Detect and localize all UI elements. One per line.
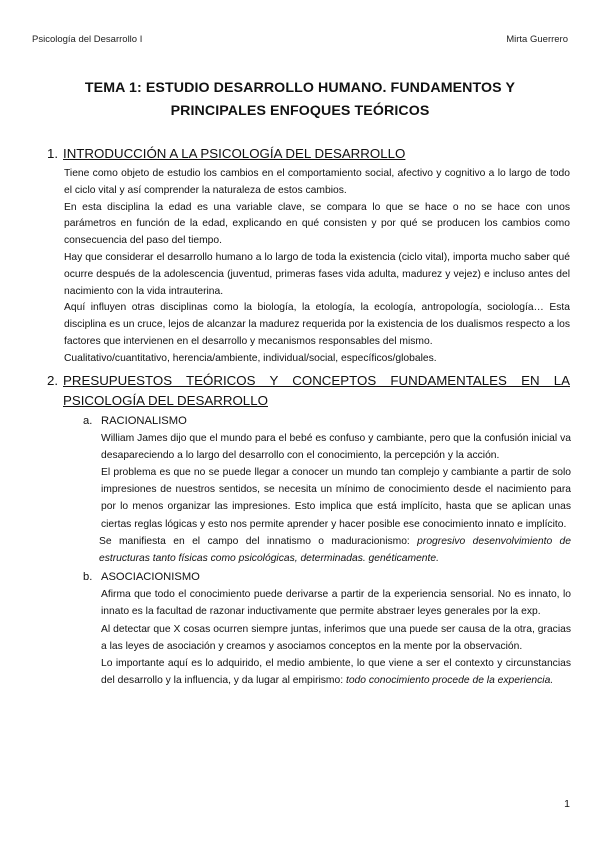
paragraph: Hay que considerar el desarrollo humano a lo largo de toda la existencia (ciclo vital), importa mucho saber qué ocurre después de la adolescencia (juventud, primeras fases vida adulta, madurez y vejez) e incluso antes del nacimiento con la vida intrauterina. [64,251,570,297]
page-number: 1 [564,798,570,810]
paragraph: Afirma que todo el conocimiento puede derivarse a partir de la experiencia sensorial. No es innato, lo innato es la facultad de razonar inductivamente que permite abstraer leyes generales por la exp. [101,589,571,618]
subsection-title: ASOCIACIONISMO [101,571,200,584]
running-header-left: Psicología del Desarrollo I [32,34,143,45]
section-title-line-2: PSICOLOGÍA DEL DESARROLLO [63,392,268,408]
section-title-line-1: PRESUPUESTOS TEÓRICOS Y CONCEPTOS FUNDAMENTALES EN LA [63,372,570,388]
subsection-letter: a. [83,414,93,427]
paragraph: William James dijo que el mundo para el bebé es confuso y cambiante, pero que la confusión inicial va desapareciendo a lo largo del desarrollo con el conocimiento, la percepción y la acción. [101,432,571,461]
paragraph: El problema es que no se puede llegar a conocer un mundo tan complejo y cambiante a partir de solo impresiones de nuestros sentidos, se necesita un mínimo de conocimiento desde el nacimiento para por lo menos organizar las impresiones. Esto implica que está implícito, hasta que se aplican unas ciertas reglas lógicas y esto nos permite aprender y hacer posible ese conocimiento innato e implícito. [101,466,571,530]
paragraph: Al detectar que X cosas ocurren siempre juntas, inferimos que una puede ser causa de la otra, gracias a las leyes de asociación y creamos y asociamos conceptos en la mente por la observación. [101,623,571,652]
title-line-2: PRINCIPALES ENFOQUES TEÓRICOS [170,103,430,119]
subsection-letter: b. [83,571,93,584]
subsection-title: RACIONALISMO [101,414,187,427]
paragraph: Cualitativo/cuantitativo, herencia/ambiente, individual/social, específicos/globales. [64,352,437,364]
section-number: 2. [47,372,59,388]
document-title [40,77,560,123]
section-number: 1. [47,146,59,161]
subsection-b-heading [0,568,600,586]
paragraph: En esta disciplina la edad es una variable clave, se compara lo que se hace o no se hace con unos parámetros en función de la edad, explicando en qué consisten y por qué se producen los cambios como consecuencia del paso del tiempo. [64,201,570,247]
paragraph: Tiene como objeto de estudio los cambios en el comportamiento social, afectivo y cognitivo a lo largo de todo el ciclo vital y así comprender la naturaleza de estos cambios. [64,168,570,196]
subsection-a-heading [0,412,600,430]
title-line-1: TEMA 1: ESTUDIO DESARROLLO HUMANO. FUNDAMENTOS Y [84,80,516,96]
section-title: INTRODUCCIÓN A LA PSICOLOGÍA DEL DESARROLLO [63,146,406,161]
paragraph: Se manifiesta en el campo del innatismo o maduracionismo: progresivo desenvolvimiento de estructuras tanto físicas como psicológicas, determinadas. genéticamente. [99,535,571,564]
running-header-right: Mirta Guerrero [506,34,568,45]
paragraph: Lo importante aquí es lo adquirido, el medio ambiente, lo que viene a ser el contexto y circunstancias del desarrollo y la influencia, y da lugar al empirismo: todo conocimiento procede de la experiencia. [101,658,571,687]
paragraph: Aquí influyen otras disciplinas como la biología, la etología, la ecología, antropología, sociología… Esta disciplina es un cruce, lejos de alcanzar la madurez requerida por la existencia de los dualismos respecto a los factores que intervienen en el desarrollo y mecanismos responsables del mismo. [64,302,570,347]
section-1-heading [0,144,600,164]
section-2-heading [0,371,600,411]
document-body [0,144,600,689]
